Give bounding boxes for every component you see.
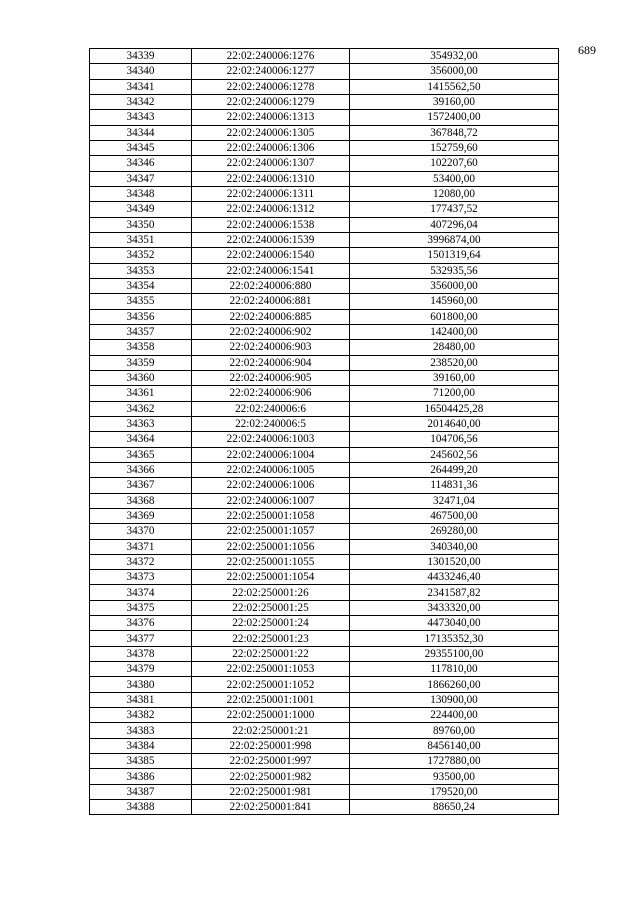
cadastral-value-cell: 16504425,28 <box>350 401 559 416</box>
table-row <box>90 64 559 79</box>
table-row <box>90 708 559 723</box>
cadastral-value-cell: 1866260,00 <box>350 677 559 692</box>
row-number-cell: 34378 <box>90 646 192 661</box>
cadastral-number-cell: 22:02:250001:841 <box>192 800 350 815</box>
cadastral-number-cell: 22:02:240006:903 <box>192 340 350 355</box>
row-number-cell: 34381 <box>90 692 192 707</box>
cadastral-number-cell: 22:02:240006:1541 <box>192 263 350 278</box>
table-row <box>90 478 559 493</box>
table-row <box>90 600 559 615</box>
table-row <box>90 125 559 140</box>
cadastral-value-cell: 130900,00 <box>350 692 559 707</box>
cadastral-value-cell: 39160,00 <box>350 94 559 109</box>
cadastral-value-cell: 28480,00 <box>350 340 559 355</box>
cadastral-value-cell: 532935,56 <box>350 263 559 278</box>
page-number: 689 <box>578 43 596 57</box>
table-row <box>90 386 559 401</box>
cadastral-number-cell: 22:02:250001:982 <box>192 769 350 784</box>
row-number-cell: 34345 <box>90 140 192 155</box>
cadastral-number-cell: 22:02:250001:21 <box>192 723 350 738</box>
cadastral-number-cell: 22:02:240006:1538 <box>192 217 350 232</box>
table-row <box>90 156 559 171</box>
cadastral-value-cell: 367848,72 <box>350 125 559 140</box>
cadastral-value-cell: 3433320,00 <box>350 600 559 615</box>
table-row <box>90 171 559 186</box>
cadastral-value-cell: 245602,56 <box>350 447 559 462</box>
table-row <box>90 202 559 217</box>
row-number-cell: 34371 <box>90 539 192 554</box>
cadastral-number-cell: 22:02:240006:6 <box>192 401 350 416</box>
table-row <box>90 585 559 600</box>
table-row <box>90 248 559 263</box>
cadastral-number-cell: 22:02:250001:1054 <box>192 570 350 585</box>
table-row <box>90 263 559 278</box>
cadastral-value-cell: 117810,00 <box>350 662 559 677</box>
row-number-cell: 34373 <box>90 570 192 585</box>
table-row <box>90 232 559 247</box>
table-row <box>90 524 559 539</box>
table-row <box>90 217 559 232</box>
cadastral-number-cell: 22:02:250001:998 <box>192 738 350 753</box>
row-number-cell: 34352 <box>90 248 192 263</box>
cadastral-number-cell: 22:02:240006:1278 <box>192 79 350 94</box>
cadastral-number-cell: 22:02:240006:1306 <box>192 140 350 155</box>
row-number-cell: 34357 <box>90 324 192 339</box>
table-row <box>90 140 559 155</box>
cadastral-number-cell: 22:02:240006:905 <box>192 370 350 385</box>
table-row <box>90 692 559 707</box>
cadastral-number-cell: 22:02:250001:25 <box>192 600 350 615</box>
cadastral-value-cell: 1727880,00 <box>350 754 559 769</box>
cadastral-number-cell: 22:02:240006:1005 <box>192 462 350 477</box>
cadastral-value-cell: 145960,00 <box>350 294 559 309</box>
row-number-cell: 34375 <box>90 600 192 615</box>
row-number-cell: 34379 <box>90 662 192 677</box>
table-row <box>90 309 559 324</box>
cadastral-number-cell: 22:02:250001:1056 <box>192 539 350 554</box>
row-number-cell: 34361 <box>90 386 192 401</box>
row-number-cell: 34366 <box>90 462 192 477</box>
cadastral-number-cell: 22:02:250001:997 <box>192 754 350 769</box>
table-row <box>90 754 559 769</box>
cadastral-value-cell: 2014640,00 <box>350 416 559 431</box>
row-number-cell: 34358 <box>90 340 192 355</box>
registry-table <box>89 48 559 815</box>
table-row <box>90 646 559 661</box>
table-row <box>90 49 559 64</box>
cadastral-value-cell: 340340,00 <box>350 539 559 554</box>
row-number-cell: 34351 <box>90 232 192 247</box>
cadastral-value-cell: 354932,00 <box>350 49 559 64</box>
cadastral-number-cell: 22:02:240006:1310 <box>192 171 350 186</box>
table-row <box>90 662 559 677</box>
row-number-cell: 34365 <box>90 447 192 462</box>
table-row <box>90 186 559 201</box>
cadastral-value-cell: 17135352,30 <box>350 631 559 646</box>
table-row <box>90 493 559 508</box>
cadastral-number-cell: 22:02:240006:1312 <box>192 202 350 217</box>
cadastral-number-cell: 22:02:240006:1277 <box>192 64 350 79</box>
table-row <box>90 631 559 646</box>
row-number-cell: 34347 <box>90 171 192 186</box>
row-number-cell: 34363 <box>90 416 192 431</box>
row-number-cell: 34386 <box>90 769 192 784</box>
cadastral-value-cell: 53400,00 <box>350 171 559 186</box>
cadastral-value-cell: 356000,00 <box>350 64 559 79</box>
row-number-cell: 34346 <box>90 156 192 171</box>
cadastral-value-cell: 238520,00 <box>350 355 559 370</box>
cadastral-number-cell: 22:02:240006:885 <box>192 309 350 324</box>
row-number-cell: 34376 <box>90 616 192 631</box>
table-row <box>90 769 559 784</box>
table-row <box>90 432 559 447</box>
cadastral-number-cell: 22:02:240006:1007 <box>192 493 350 508</box>
registry-table-body <box>90 49 559 815</box>
cadastral-number-cell: 22:02:240006:1307 <box>192 156 350 171</box>
cadastral-value-cell: 467500,00 <box>350 508 559 523</box>
cadastral-value-cell: 264499,20 <box>350 462 559 477</box>
table-row <box>90 738 559 753</box>
cadastral-value-cell: 29355100,00 <box>350 646 559 661</box>
table-row <box>90 723 559 738</box>
cadastral-number-cell: 22:02:250001:1000 <box>192 708 350 723</box>
row-number-cell: 34380 <box>90 677 192 692</box>
cadastral-number-cell: 22:02:240006:1006 <box>192 478 350 493</box>
row-number-cell: 34374 <box>90 585 192 600</box>
table-row <box>90 294 559 309</box>
cadastral-number-cell: 22:02:250001:1052 <box>192 677 350 692</box>
row-number-cell: 34367 <box>90 478 192 493</box>
row-number-cell: 34356 <box>90 309 192 324</box>
row-number-cell: 34387 <box>90 784 192 799</box>
row-number-cell: 34348 <box>90 186 192 201</box>
table-row <box>90 79 559 94</box>
cadastral-value-cell: 152759,60 <box>350 140 559 155</box>
table-row <box>90 539 559 554</box>
cadastral-number-cell: 22:02:250001:22 <box>192 646 350 661</box>
cadastral-value-cell: 12080,00 <box>350 186 559 201</box>
cadastral-number-cell: 22:02:240006:902 <box>192 324 350 339</box>
row-number-cell: 34372 <box>90 554 192 569</box>
cadastral-number-cell: 22:02:250001:981 <box>192 784 350 799</box>
row-number-cell: 34368 <box>90 493 192 508</box>
row-number-cell: 34360 <box>90 370 192 385</box>
row-number-cell: 34344 <box>90 125 192 140</box>
cadastral-value-cell: 177437,52 <box>350 202 559 217</box>
cadastral-value-cell: 3996874,00 <box>350 232 559 247</box>
row-number-cell: 34349 <box>90 202 192 217</box>
table-row <box>90 462 559 477</box>
cadastral-number-cell: 22:02:240006:1539 <box>192 232 350 247</box>
cadastral-number-cell: 22:02:240006:1004 <box>192 447 350 462</box>
row-number-cell: 34385 <box>90 754 192 769</box>
cadastral-value-cell: 39160,00 <box>350 370 559 385</box>
cadastral-number-cell: 22:02:240006:1540 <box>192 248 350 263</box>
table-row <box>90 370 559 385</box>
row-number-cell: 34384 <box>90 738 192 753</box>
row-number-cell: 34382 <box>90 708 192 723</box>
cadastral-number-cell: 22:02:240006:1279 <box>192 94 350 109</box>
cadastral-number-cell: 22:02:250001:1058 <box>192 508 350 523</box>
cadastral-value-cell: 179520,00 <box>350 784 559 799</box>
row-number-cell: 34364 <box>90 432 192 447</box>
cadastral-value-cell: 601800,00 <box>350 309 559 324</box>
row-number-cell: 34342 <box>90 94 192 109</box>
table-row <box>90 110 559 125</box>
cadastral-value-cell: 269280,00 <box>350 524 559 539</box>
cadastral-value-cell: 93500,00 <box>350 769 559 784</box>
table-row <box>90 401 559 416</box>
cadastral-number-cell: 22:02:240006:880 <box>192 278 350 293</box>
cadastral-value-cell: 1415562,50 <box>350 79 559 94</box>
cadastral-number-cell: 22:02:240006:1276 <box>192 49 350 64</box>
cadastral-value-cell: 1501319,64 <box>350 248 559 263</box>
row-number-cell: 34388 <box>90 800 192 815</box>
row-number-cell: 34369 <box>90 508 192 523</box>
cadastral-value-cell: 88650,24 <box>350 800 559 815</box>
cadastral-value-cell: 104706,56 <box>350 432 559 447</box>
row-number-cell: 34340 <box>90 64 192 79</box>
table-row <box>90 416 559 431</box>
row-number-cell: 34350 <box>90 217 192 232</box>
cadastral-value-cell: 142400,00 <box>350 324 559 339</box>
cadastral-value-cell: 356000,00 <box>350 278 559 293</box>
table-row <box>90 570 559 585</box>
cadastral-value-cell: 407296,04 <box>350 217 559 232</box>
cadastral-number-cell: 22:02:240006:906 <box>192 386 350 401</box>
cadastral-number-cell: 22:02:240006:1305 <box>192 125 350 140</box>
cadastral-value-cell: 224400,00 <box>350 708 559 723</box>
row-number-cell: 34377 <box>90 631 192 646</box>
cadastral-value-cell: 8456140,00 <box>350 738 559 753</box>
table-row <box>90 784 559 799</box>
cadastral-value-cell: 1301520,00 <box>350 554 559 569</box>
cadastral-value-cell: 4473040,00 <box>350 616 559 631</box>
cadastral-value-cell: 1572400,00 <box>350 110 559 125</box>
cadastral-number-cell: 22:02:240006:904 <box>192 355 350 370</box>
cadastral-value-cell: 114831,36 <box>350 478 559 493</box>
table-row <box>90 324 559 339</box>
table-row <box>90 94 559 109</box>
row-number-cell: 34355 <box>90 294 192 309</box>
table-row <box>90 278 559 293</box>
row-number-cell: 34354 <box>90 278 192 293</box>
cadastral-number-cell: 22:02:240006:1311 <box>192 186 350 201</box>
cadastral-value-cell: 71200,00 <box>350 386 559 401</box>
cadastral-number-cell: 22:02:240006:5 <box>192 416 350 431</box>
cadastral-value-cell: 32471,04 <box>350 493 559 508</box>
table-row <box>90 616 559 631</box>
cadastral-number-cell: 22:02:250001:26 <box>192 585 350 600</box>
table-row <box>90 355 559 370</box>
table-row <box>90 447 559 462</box>
cadastral-number-cell: 22:02:250001:1055 <box>192 554 350 569</box>
table-row <box>90 340 559 355</box>
row-number-cell: 34383 <box>90 723 192 738</box>
table-row <box>90 677 559 692</box>
cadastral-value-cell: 4433246,40 <box>350 570 559 585</box>
cadastral-number-cell: 22:02:250001:1001 <box>192 692 350 707</box>
cadastral-number-cell: 22:02:240006:1313 <box>192 110 350 125</box>
cadastral-number-cell: 22:02:250001:24 <box>192 616 350 631</box>
row-number-cell: 34362 <box>90 401 192 416</box>
row-number-cell: 34359 <box>90 355 192 370</box>
table-row <box>90 508 559 523</box>
cadastral-number-cell: 22:02:250001:1053 <box>192 662 350 677</box>
cadastral-value-cell: 102207,60 <box>350 156 559 171</box>
row-number-cell: 34343 <box>90 110 192 125</box>
cadastral-number-cell: 22:02:240006:1003 <box>192 432 350 447</box>
cadastral-value-cell: 89760,00 <box>350 723 559 738</box>
cadastral-value-cell: 2341587,82 <box>350 585 559 600</box>
cadastral-number-cell: 22:02:240006:881 <box>192 294 350 309</box>
cadastral-number-cell: 22:02:250001:23 <box>192 631 350 646</box>
row-number-cell: 34339 <box>90 49 192 64</box>
table-row <box>90 554 559 569</box>
row-number-cell: 34370 <box>90 524 192 539</box>
row-number-cell: 34341 <box>90 79 192 94</box>
cadastral-number-cell: 22:02:250001:1057 <box>192 524 350 539</box>
table-row <box>90 800 559 815</box>
row-number-cell: 34353 <box>90 263 192 278</box>
